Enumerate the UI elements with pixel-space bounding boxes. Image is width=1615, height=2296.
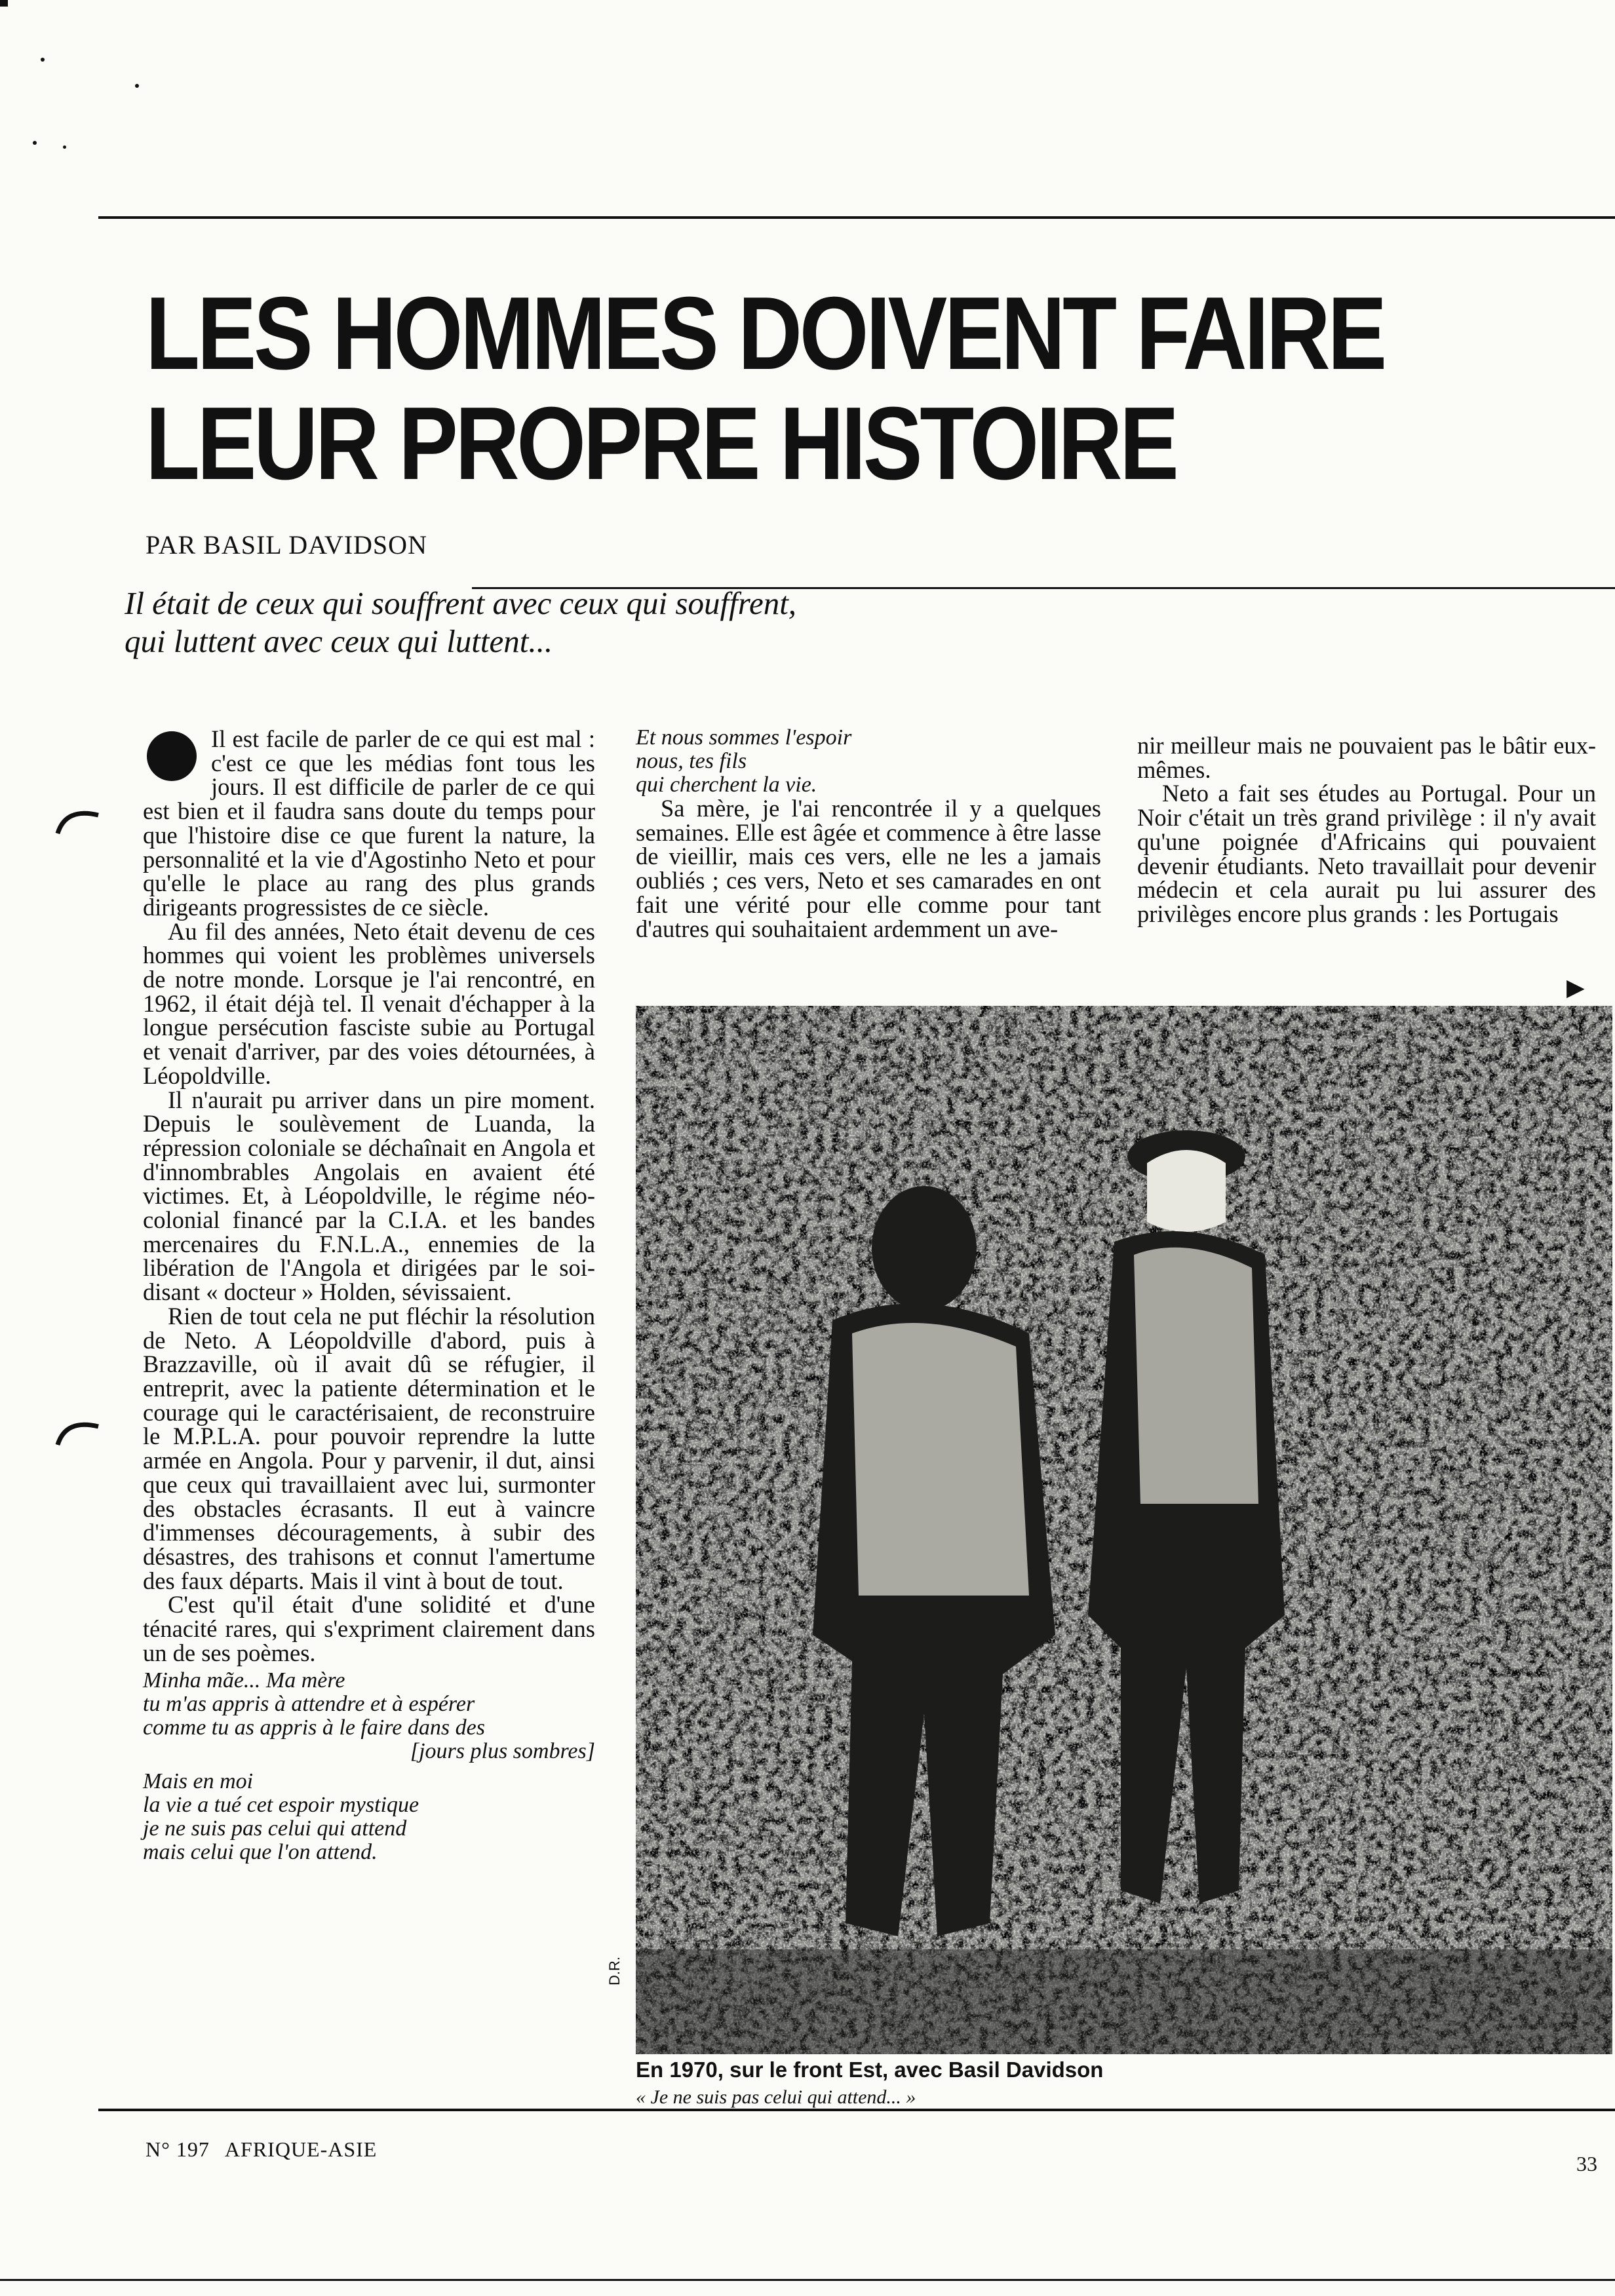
byline: PAR BASIL DAVIDSON [146, 530, 427, 560]
headline [146, 276, 1384, 501]
caption-title: En 1970, sur le front Est, avec Basil Davidson [636, 2057, 1104, 2082]
paragraph: C'est qu'il était d'une solidité et d'une ténacité rares, qui s'expriment clairement dans un de ses poèmes. [143, 1591, 595, 1666]
crop-mark [52, 1412, 105, 1451]
poem-line: tu m'as appris à attendre et à espérer [143, 1692, 475, 1717]
issue-number: N° 197 [146, 2137, 210, 2161]
top-rule [98, 216, 1615, 219]
magazine-name: AFRIQUE-ASIE [224, 2137, 378, 2161]
poem-stanza-1 [143, 1669, 595, 1763]
person-right-shirt [1134, 1248, 1258, 1504]
crop-mark [52, 801, 105, 840]
poem-stanza-2 [143, 1770, 595, 1864]
paragraph: Sa mère, je l'ai rencontrée il y a quelques semaines. Elle est âgée et commence à être lasse de vieillir, mais ces vers, elle ne les a jamais oubliés ; ces vers, Neto et ses camarades en ont fait une vérité pour elle comme pour tant d'autres qui souhaitaient ardemment un ave- [636, 795, 1101, 942]
drop-cap-bullet [147, 731, 197, 781]
column-1 [143, 727, 595, 1864]
paragraph: Rien de tout cela ne put fléchir la résolution de Neto. A Léopoldville d'abord, puis à Brazzaville, où il avait dû se réfugier, il entreprit, avec la patiente détermination et le courage qui le caractérisaient, de reconstruire le M.P.L.A. pour pouvoir reprendre la lutte armée en Angola. Pour y parvenir, il dut, ainsi que ceux qui travaillaient avec lui, surmonter des obstacles écrasants. Il eut à vaincre d'immenses découragements, à subir des désastres, des trahisons et connut l'amertume des faux départs. Mais il vint à bout de tout. [143, 1302, 595, 1594]
scan-speck [41, 58, 45, 62]
scan-speck [63, 145, 66, 149]
person-left-shirt [852, 1323, 1029, 1596]
photo-caption [636, 2057, 1103, 2109]
paragraph: Au fil des années, Neto était devenu de ces hommes qui voient les problèmes universels de notre monde. Lorsque je l'ai rencontré, en 1962, il était déjà tel. Il venait d'échapper à la longue persécution fasciste subie au Portugal et venait d'arriver, par des voies détournées, à Léopoldville. [143, 917, 595, 1089]
scan-speck [0, 0, 8, 7]
deck-line-1: Il était de ceux qui souffrent avec ceux qui souffrent, [125, 585, 797, 621]
poem-stanza-3 [636, 726, 1101, 797]
photo-credit: D.R. [606, 1957, 623, 1985]
scan-speck [135, 84, 139, 88]
poem-line: Et nous sommes l'espoir [636, 725, 852, 750]
paragraph: Neto a fait ses études au Portugal. Pour un Noir c'était un très grand privilège : il n'y avait qu'une poignée d'Africains qui pouvaient devenir étudiants. Neto travaillait pour devenir médecin et cela aurait pu lui assurer des privilèges encore plus grands : les Portugais [1137, 780, 1596, 927]
page-number: 33 [1576, 2152, 1597, 2175]
bottom-rule [98, 2109, 1615, 2111]
poem-line: je ne suis pas celui qui attend [143, 1816, 407, 1841]
footer-issue [146, 2137, 377, 2162]
scan-edge [0, 2279, 1615, 2281]
poem-line: comme tu as appris à le faire dans des [143, 1715, 485, 1740]
poem-line: [jours plus sombres] [410, 1739, 595, 1764]
poem-line: la vie a tué cet espoir mystique [143, 1793, 419, 1818]
poem-line: mais celui que l'on attend. [143, 1840, 378, 1865]
photo-image [636, 1006, 1612, 2054]
photo [636, 1006, 1612, 2054]
paragraph: Il est facile de parler de ce qui est mal : c'est ce que les médias font tous les jours. Il est difficile de parler de ce qui est bien et il faudra sans doute du temps pour que l'histoire dise ce que furent la nature, la personnalité et la vie d'Agostinho Neto et pour qu'elle le place au rang des plus grands dirigeants progressistes de ce siècle. [143, 725, 595, 921]
poem-line: qui cherchent la vie. [636, 773, 817, 797]
paragraph: nir meilleur mais ne pouvaient pas le bâtir eux-mêmes. [1137, 732, 1596, 783]
deck-line-2: qui luttent avec ceux qui luttent... [125, 623, 553, 659]
poem-line: Mais en moi [143, 1769, 254, 1794]
column-3 [1137, 734, 1596, 927]
caption-quote: « Je ne suis pas celui qui attend... » [636, 2086, 916, 2108]
scan-speck [33, 141, 37, 145]
headline-line-2: LEUR PROPRE HISTOIRE [146, 386, 1177, 501]
poem-line: nous, tes fils [636, 749, 747, 773]
poem-line: Minha mãe... Ma mère [143, 1668, 345, 1693]
continue-arrow: ▶ [1566, 974, 1585, 1001]
column-2 [636, 726, 1101, 941]
deck [125, 584, 796, 660]
paragraph: Il n'aurait pu arriver dans un pire moment. Depuis le soulèvement de Luanda, la répression coloniale se déchaînait en Angola et d'innombrables Angolais en avaient été victimes. Et, à Léopoldville, le régime néo-colonial financé par la C.I.A. et les bandes mercenaires du F.N.L.A., ennemies de la libération de l'Angola et dirigées par le soi-disant « docteur » Holden, sévissaient. [143, 1086, 595, 1306]
headline-line-1: LES HOMMES DOIVENT FAIRE [146, 276, 1384, 391]
